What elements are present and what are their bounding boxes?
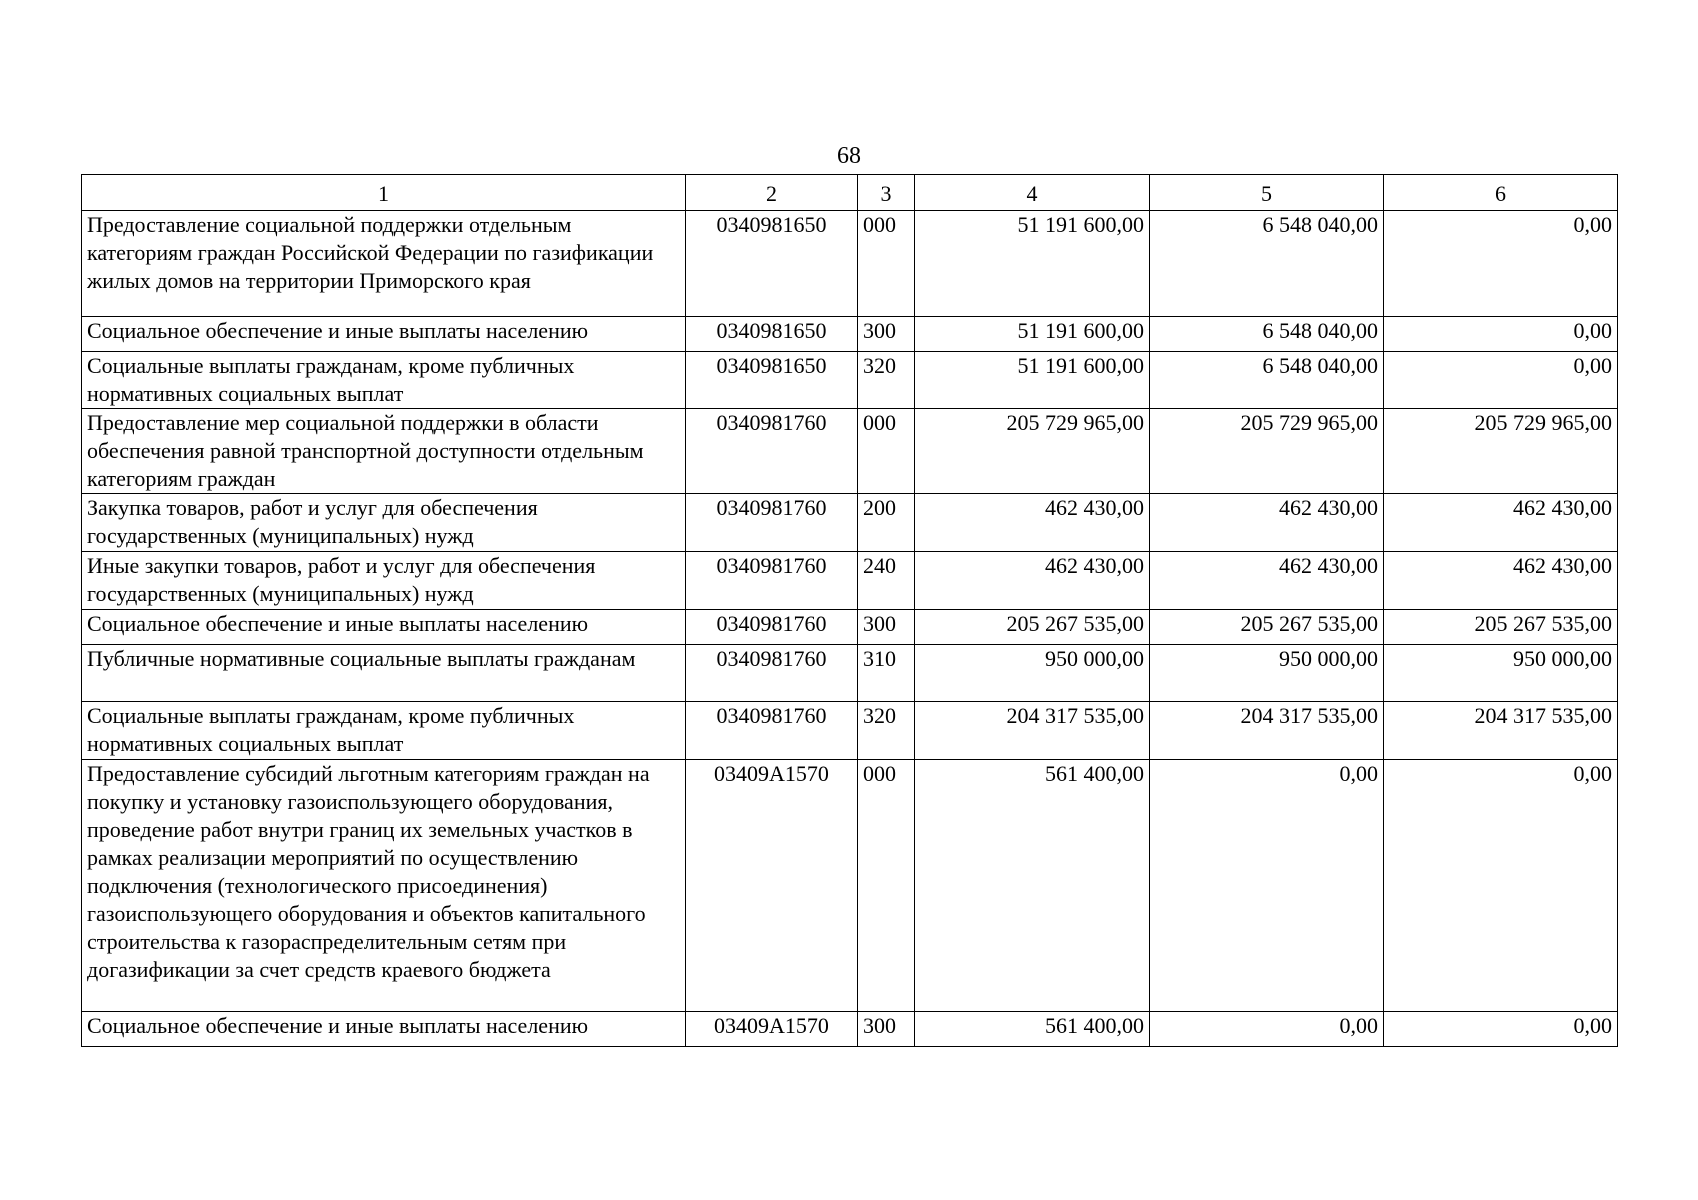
- row-expense-type: 320: [858, 352, 915, 409]
- row-name: Социальное обеспечение и иные выплаты населению: [82, 1012, 686, 1047]
- budget-table: [81, 174, 1618, 1047]
- row-target-article: 0340981760: [686, 552, 858, 610]
- row-amount-col4: 561 400,00: [915, 760, 1150, 1012]
- row-expense-type: 320: [858, 702, 915, 760]
- row-target-article: 03409A1570: [686, 1012, 858, 1047]
- row-amount-col5: 205 267 535,00: [1150, 610, 1384, 645]
- row-expense-type: 240: [858, 552, 915, 610]
- table-row: [82, 211, 1618, 317]
- row-amount-col6: 0,00: [1384, 352, 1618, 409]
- row-target-article: 03409A1570: [686, 760, 858, 1012]
- row-amount-col5: 6 548 040,00: [1150, 317, 1384, 352]
- column-header-3: 3: [858, 175, 915, 211]
- row-amount-col4: 51 191 600,00: [915, 317, 1150, 352]
- row-amount-col6: 205 267 535,00: [1384, 610, 1618, 645]
- row-amount-col4: 204 317 535,00: [915, 702, 1150, 760]
- row-target-article: 0340981760: [686, 610, 858, 645]
- page-number: 68: [837, 143, 861, 169]
- row-target-article: 0340981650: [686, 317, 858, 352]
- row-expense-type: 000: [858, 760, 915, 1012]
- row-expense-type: 300: [858, 1012, 915, 1047]
- row-name: Социальное обеспечение и иные выплаты населению: [82, 317, 686, 352]
- row-name: Предоставление мер социальной поддержки в области обеспечения равной транспортной доступности отдельным категориям граждан: [82, 409, 686, 494]
- row-amount-col5: 462 430,00: [1150, 494, 1384, 552]
- row-amount-col5: 205 729 965,00: [1150, 409, 1384, 494]
- row-target-article: 0340981760: [686, 494, 858, 552]
- table-row: [82, 352, 1618, 409]
- row-amount-col6: 205 729 965,00: [1384, 409, 1618, 494]
- row-expense-type: 310: [858, 645, 915, 702]
- row-amount-col4: 462 430,00: [915, 494, 1150, 552]
- row-name: Социальные выплаты гражданам, кроме публичных нормативных социальных выплат: [82, 702, 686, 760]
- row-amount-col4: 51 191 600,00: [915, 352, 1150, 409]
- table-row: [82, 610, 1618, 645]
- row-target-article: 0340981760: [686, 702, 858, 760]
- row-amount-col6: 0,00: [1384, 1012, 1618, 1047]
- row-amount-col4: 462 430,00: [915, 552, 1150, 610]
- table-row: [82, 494, 1618, 552]
- row-amount-col4: 561 400,00: [915, 1012, 1150, 1047]
- row-expense-type: 300: [858, 610, 915, 645]
- row-expense-type: 300: [858, 317, 915, 352]
- row-amount-col4: 950 000,00: [915, 645, 1150, 702]
- table-header-row: [82, 175, 1618, 211]
- row-amount-col6: 204 317 535,00: [1384, 702, 1618, 760]
- table-row: [82, 317, 1618, 352]
- row-name: Предоставление субсидий льготным категориям граждан на покупку и установку газоиспользующего оборудования, проведение работ внутри границ их земельных участков в рамках реализации мероприятий по осуществлению подключения (технологического присоединения) газоиспользующего оборудования и объектов капитального строительства к газораспределительным сетям при догазификации за счет средств краевого бюджета: [82, 760, 686, 1012]
- table-row: [82, 409, 1618, 494]
- table-row: [82, 760, 1618, 1012]
- row-amount-col4: 205 729 965,00: [915, 409, 1150, 494]
- row-name: Социальное обеспечение и иные выплаты населению: [82, 610, 686, 645]
- row-amount-col5: 6 548 040,00: [1150, 211, 1384, 317]
- table-row: [82, 552, 1618, 610]
- row-target-article: 0340981760: [686, 409, 858, 494]
- row-amount-col6: 0,00: [1384, 317, 1618, 352]
- row-amount-col6: 0,00: [1384, 760, 1618, 1012]
- row-amount-col5: 462 430,00: [1150, 552, 1384, 610]
- table-row: [82, 645, 1618, 702]
- row-amount-col4: 205 267 535,00: [915, 610, 1150, 645]
- row-name: Социальные выплаты гражданам, кроме публичных нормативных социальных выплат: [82, 352, 686, 409]
- row-target-article: 0340981760: [686, 645, 858, 702]
- table-row: [82, 702, 1618, 760]
- row-amount-col6: 950 000,00: [1384, 645, 1618, 702]
- column-header-1: 1: [82, 175, 686, 211]
- column-header-2: 2: [686, 175, 858, 211]
- row-target-article: 0340981650: [686, 211, 858, 317]
- row-amount-col4: 51 191 600,00: [915, 211, 1150, 317]
- column-header-5: 5: [1150, 175, 1384, 211]
- row-name: Публичные нормативные социальные выплаты гражданам: [82, 645, 686, 702]
- table-row: [82, 1012, 1618, 1047]
- row-name: Предоставление социальной поддержки отдельным категориям граждан Российской Федерации по газификации жилых домов на территории Приморского края: [82, 211, 686, 317]
- row-name: Закупка товаров, работ и услуг для обеспечения государственных (муниципальных) нужд: [82, 494, 686, 552]
- row-expense-type: 000: [858, 409, 915, 494]
- row-target-article: 0340981650: [686, 352, 858, 409]
- row-name: Иные закупки товаров, работ и услуг для обеспечения государственных (муниципальных) нужд: [82, 552, 686, 610]
- row-expense-type: 000: [858, 211, 915, 317]
- row-amount-col6: 462 430,00: [1384, 494, 1618, 552]
- row-amount-col5: 204 317 535,00: [1150, 702, 1384, 760]
- column-header-4: 4: [915, 175, 1150, 211]
- row-amount-col5: 0,00: [1150, 1012, 1384, 1047]
- row-expense-type: 200: [858, 494, 915, 552]
- row-amount-col6: 462 430,00: [1384, 552, 1618, 610]
- column-header-6: 6: [1384, 175, 1618, 211]
- row-amount-col5: 950 000,00: [1150, 645, 1384, 702]
- row-amount-col6: 0,00: [1384, 211, 1618, 317]
- row-amount-col5: 6 548 040,00: [1150, 352, 1384, 409]
- row-amount-col5: 0,00: [1150, 760, 1384, 1012]
